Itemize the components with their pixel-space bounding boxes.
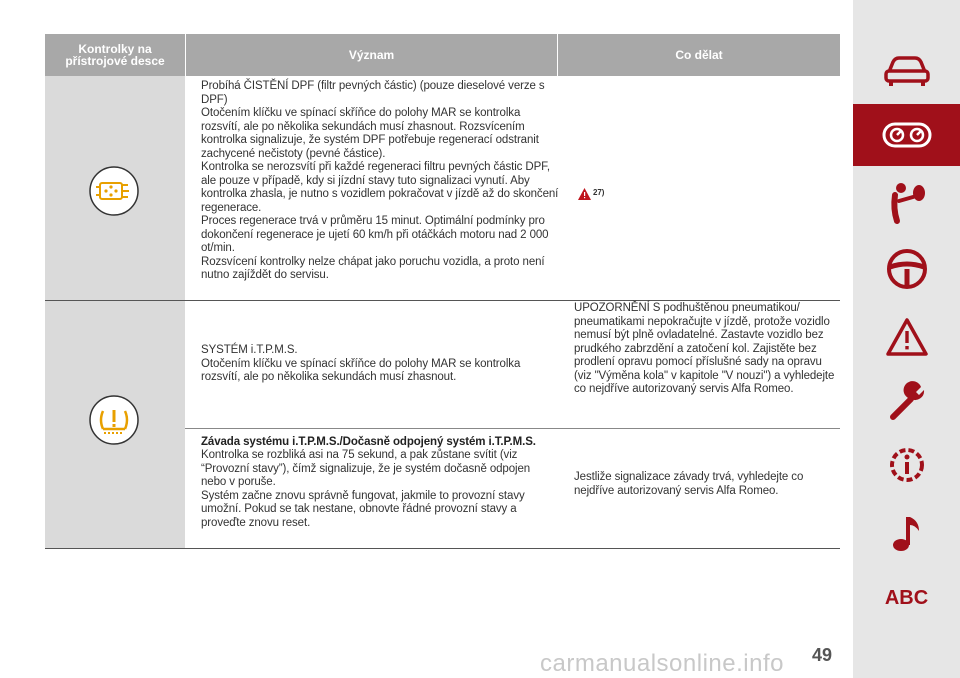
- row-divider-2: [185, 428, 840, 429]
- sidebar-item-maintenance[interactable]: [853, 370, 960, 432]
- dashboard-gauges-icon: [882, 121, 932, 149]
- steering-wheel-icon: [885, 247, 929, 291]
- header-col-meaning: [186, 34, 557, 76]
- sidebar-item-emergency[interactable]: [853, 306, 960, 368]
- header-col-action: [558, 34, 840, 76]
- music-note-icon: [889, 511, 925, 555]
- tpms-action-text: UPOZORNĚNÍ S podhuštěnou pneumatikou/ pneumatikami nepokračujte v jízdě, protože vozidlo nemusí být plně ovladatelné. Zastavte vozidlo bez prudkého zabrzdění a zatočení kol. Zajistěte bez prodlení opravu pomocí příslušné sady na opravu (viz "Výměna kola" v kapitole "V nouzi") a vyhledejte co nejdříve autorizovaný servis Alfa Romeo.: [574, 302, 835, 395]
- row-divider-1: [45, 300, 840, 301]
- header-meaning-label: Význam: [348, 48, 395, 62]
- index-label: ABC: [884, 586, 929, 609]
- sidebar-item-dashboard[interactable]: [853, 104, 960, 166]
- sidebar-item-technical[interactable]: [853, 434, 960, 496]
- sidebar-item-car[interactable]: [853, 40, 960, 102]
- header-lights-label: Kontrolky na přístrojové desce: [65, 42, 165, 68]
- dpf-meaning-text: Probíhá ČISTĚNÍ DPF (filtr pevných částic) (pouze dieselové verze s DPF) Otočením klíčku ve spínací skříňce do polohy MAR se kontrolka rozsvítí, ale po několika sekundách musí zhasnout. Rozsvícením kontrolka signalizuje, že systém DPF potřebuje regenerací odstranit zachycené nečistoty (pevné částice). Kontrolka se nerozsvítí při každé regeneraci filtru pevných částic DPF, ale pouze v případě, kdy si jízdní stavy tuto signalizaci vynutí. Aby kontrolka zhasla, je nutno s vozidlem pokračovat v jízdě až do skončení regenerace. Proces regenerace trvá v průměru 15 minut. Optimální podmínky pro dokončení regenerace je ujetí 60 km/h při otáčkách motoru nad 2 000 ot/min. Rozsvícení kontrolky nelze chápat jako poruchu vozidla, a proto není nutno zajíždět do servisu.: [201, 80, 559, 281]
- tpms-warning-light-icon: [88, 394, 140, 451]
- warning-ref-icon: [578, 187, 591, 205]
- tpms-fault-title: Závada systému i.T.P.M.S./Dočasně odpojený systém i.T.P.M.S.: [201, 436, 536, 448]
- header-action-label: Co dělat: [675, 48, 723, 62]
- header-col-lights: [45, 34, 185, 76]
- tpms-fault-action-text: Jestliže signalizace závady trvá, vyhledejte co nejdříve autorizovaný servis Alfa Romeo.: [574, 471, 804, 497]
- icon-column-bg: [45, 76, 185, 548]
- table-bottom-border: [45, 548, 840, 549]
- chapter-sidebar: [853, 0, 960, 678]
- sidebar-item-safety[interactable]: [853, 172, 960, 234]
- sidebar-item-index[interactable]: [853, 570, 960, 626]
- tpms-meaning-text: SYSTÉM i.T.P.M.S. Otočením klíčku ve spínací skříňce do polohy MAR se kontrolka rozsvítí, ale po několika sekundách musí zhasnout.: [201, 344, 521, 383]
- sidebar-item-multimedia[interactable]: [853, 502, 960, 564]
- car-icon: [883, 54, 931, 88]
- page-number: 49: [812, 645, 833, 665]
- gear-info-icon: [885, 443, 929, 487]
- tpms-fault-text: Kontrolka se rozbliká asi na 75 sekund, a pak zůstane svítit (viz “Provozní stavy”), čímž signalizuje, že je systém dočasně odpojen nebo v poruše. Systém začne znovu správně fungovat, jakmile to provozní stavy umožní. Pokud se tak nestane, obnovte řádné provozní stavy a proveďte znovu reset.: [201, 449, 531, 529]
- watermark: carmanualsonline.info: [540, 650, 784, 677]
- airbag-person-icon: [885, 181, 929, 225]
- wrench-icon: [885, 379, 929, 423]
- dpf-action-ref: 27): [593, 188, 605, 197]
- sidebar-item-driving[interactable]: [853, 238, 960, 300]
- warning-triangle-icon: [885, 317, 929, 357]
- dpf-warning-light-icon: [88, 165, 140, 222]
